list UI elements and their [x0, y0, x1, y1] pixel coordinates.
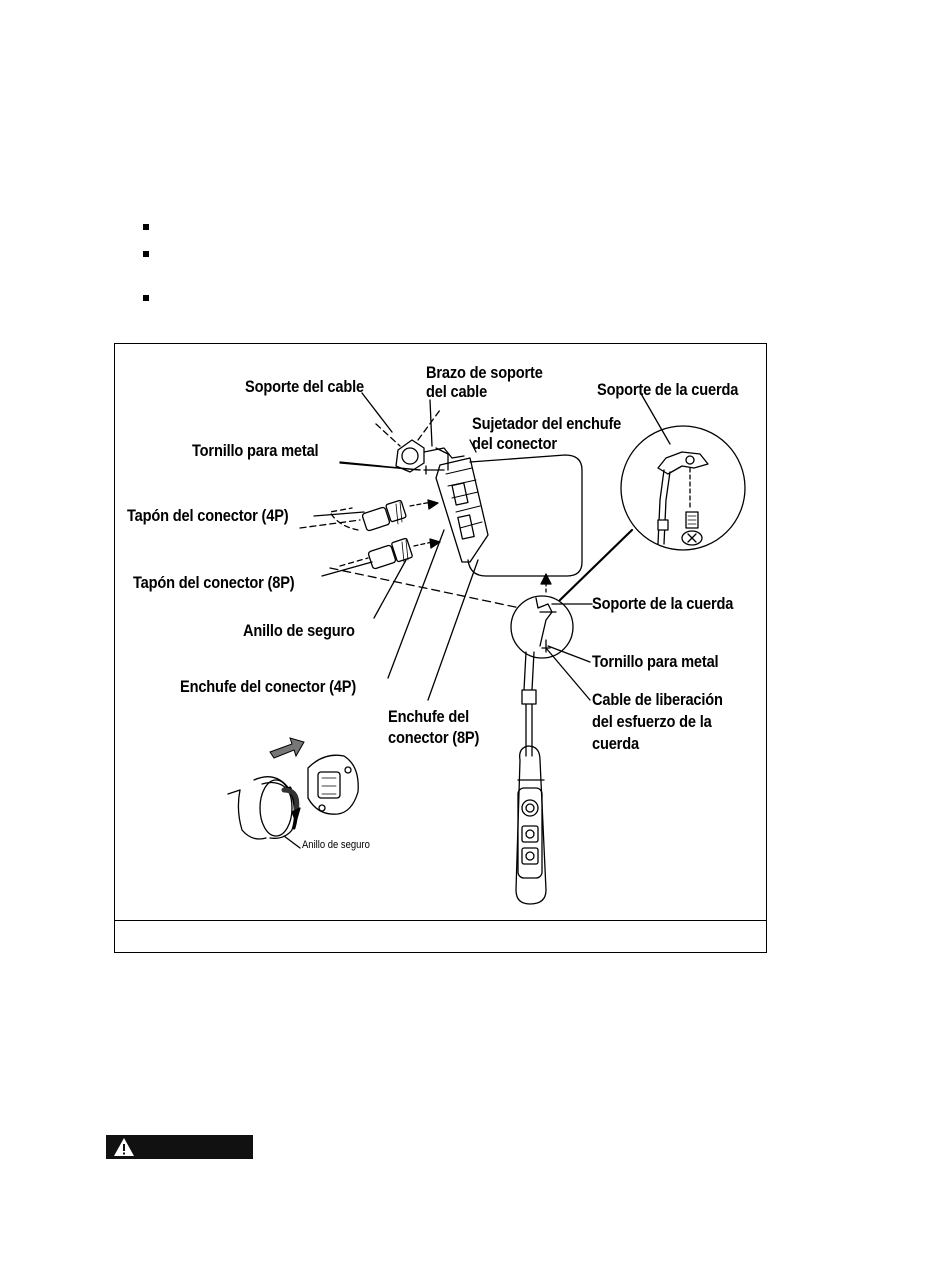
label-brazo-soporte-line2: del cable [426, 382, 488, 401]
label-cable-liberacion-line2: del esfuerzo de la [592, 712, 712, 731]
label-sujetador-line1: Sujetador del enchufe [472, 414, 622, 433]
label-soporte-cuerda-mid: Soporte de la cuerda [592, 594, 734, 613]
label-cable-liberacion-line1: Cable de liberación [592, 690, 723, 709]
label-tapon-8p: Tapón del conector (8P) [133, 573, 295, 592]
label-soporte-cable: Soporte del cable [245, 377, 364, 396]
label-anillo-seguro: Anillo de seguro [243, 621, 355, 640]
warning-triangle-icon [113, 1137, 135, 1157]
label-tapon-4p: Tapón del conector (4P) [127, 506, 289, 525]
label-soporte-cuerda-top: Soporte de la cuerda [597, 380, 739, 399]
label-anillo-seguro-inset: Anillo de seguro [302, 839, 370, 851]
label-enchufe-4p: Enchufe del conector (4P) [180, 677, 357, 696]
label-tornillo-left: Tornillo para metal [192, 441, 319, 460]
label-brazo-soporte-line1: Brazo de soporte [426, 363, 543, 382]
warning-banner [106, 1135, 253, 1159]
label-enchufe-8p-line2: conector (8P) [388, 728, 480, 747]
label-sujetador-line2: del conector [472, 434, 557, 453]
label-tornillo-right: Tornillo para metal [592, 652, 719, 671]
label-cable-liberacion-line3: cuerda [592, 734, 639, 753]
label-enchufe-8p-line1: Enchufe del [388, 707, 469, 726]
